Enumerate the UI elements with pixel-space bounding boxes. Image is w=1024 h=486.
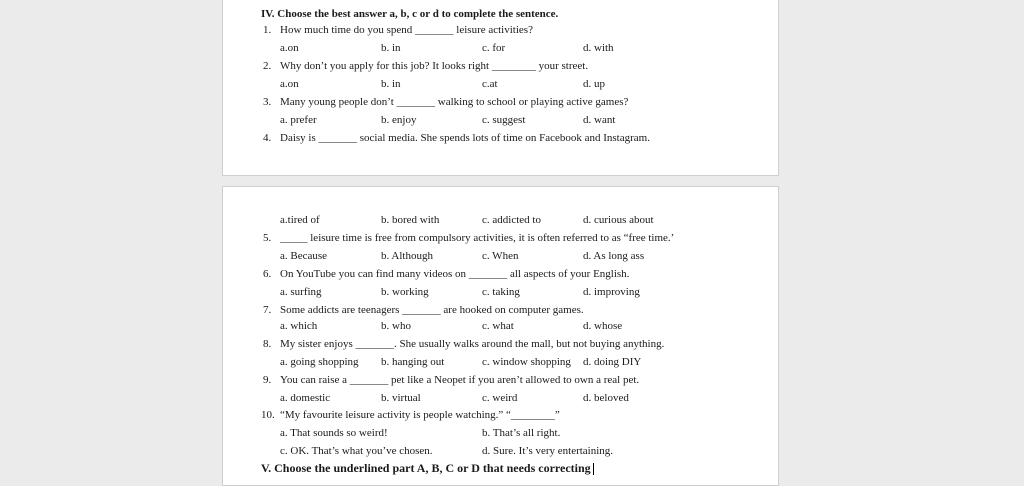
question-number: 2. <box>263 60 272 72</box>
option-b: b. bored with <box>381 214 440 226</box>
next-section-heading <box>261 462 594 475</box>
question-text: “My favourite leisure activity is people watching.” “________” <box>280 409 560 421</box>
question-number: 4. <box>263 132 272 144</box>
option-a: a.tired of <box>280 214 320 226</box>
option-c: c.at <box>482 78 498 90</box>
option-d: d. with <box>583 42 614 54</box>
question-number: 6. <box>263 268 272 280</box>
option-b: b. who <box>381 320 411 332</box>
question-text: You can raise a _______ pet like a Neopet if you aren’t allowed to own a real pet. <box>280 374 640 386</box>
option-b: b. That’s all right. <box>482 427 561 439</box>
text-cursor <box>593 463 594 475</box>
question-number: 7. <box>263 304 272 316</box>
option-a: a. surfing <box>280 286 322 298</box>
option-a: a. That sounds so weird! <box>280 427 388 439</box>
section-heading: IV. Choose the best answer a, b, c or d to complete the sentence. <box>261 8 559 20</box>
option-a: a. going shopping <box>280 356 359 368</box>
option-c: c. suggest <box>482 114 526 126</box>
option-d: d. Sure. It’s very entertaining. <box>482 445 614 457</box>
option-c: c. When <box>482 250 519 262</box>
question-number: 8. <box>263 338 272 350</box>
question-number: 3. <box>263 96 272 108</box>
question-number: 9. <box>263 374 272 386</box>
option-a: a.on <box>280 42 299 54</box>
option-d: d. whose <box>583 320 623 332</box>
option-a: a. which <box>280 320 318 332</box>
option-c: c. OK. That’s what you’ve chosen. <box>280 445 433 457</box>
option-b: b. working <box>381 286 429 298</box>
question-text: _____ leisure time is free from compulsory activities, it is often referred to as “free time.’ <box>280 232 675 244</box>
option-b: b. enjoy <box>381 114 417 126</box>
question-text: Why don’t you apply for this job? It looks right ________ your street. <box>280 60 589 72</box>
option-c: c. addicted to <box>482 214 541 226</box>
option-a: a.on <box>280 78 299 90</box>
option-b: b. in <box>381 78 401 90</box>
option-b: b. virtual <box>381 392 421 404</box>
option-d: d. up <box>583 78 605 90</box>
option-c: c. window shopping <box>482 356 571 368</box>
option-d: d. As long ass <box>583 250 645 262</box>
option-b: b. in <box>381 42 401 54</box>
option-c: c. weird <box>482 392 518 404</box>
document-page-2 <box>222 186 779 486</box>
option-b: b. Although <box>381 250 433 262</box>
question-text: My sister enjoys _______. She usually walks around the mall, but not buying anything. <box>280 338 665 350</box>
option-c: c. taking <box>482 286 520 298</box>
option-c: c. for <box>482 42 506 54</box>
option-b: b. hanging out <box>381 356 445 368</box>
option-d: d. doing DIY <box>583 356 642 368</box>
next-section-heading-text: V. Choose the underlined part A, B, C or D that needs correcting <box>261 461 591 475</box>
option-d: d. curious about <box>583 214 654 226</box>
document-page-1 <box>222 0 779 176</box>
option-d: d. want <box>583 114 616 126</box>
question-number: 1. <box>263 24 272 36</box>
option-d: d. beloved <box>583 392 629 404</box>
question-text: On YouTube you can find many videos on _______ all aspects of your English. <box>280 268 630 280</box>
question-text: Some addicts are teenagers _______ are hooked on computer games. <box>280 304 584 316</box>
question-text: Daisy is _______ social media. She spends lots of time on Facebook and Instagram. <box>280 132 650 144</box>
question-text: How much time do you spend _______ leisure activities? <box>280 24 533 36</box>
question-number: 5. <box>263 232 272 244</box>
option-c: c. what <box>482 320 514 332</box>
option-a: a. prefer <box>280 114 317 126</box>
question-text: Many young people don’t _______ walking to school or playing active games? <box>280 96 629 108</box>
option-d: d. improving <box>583 286 640 298</box>
option-a: a. Because <box>280 250 328 262</box>
option-a: a. domestic <box>280 392 331 404</box>
question-number: 10. <box>261 409 275 421</box>
